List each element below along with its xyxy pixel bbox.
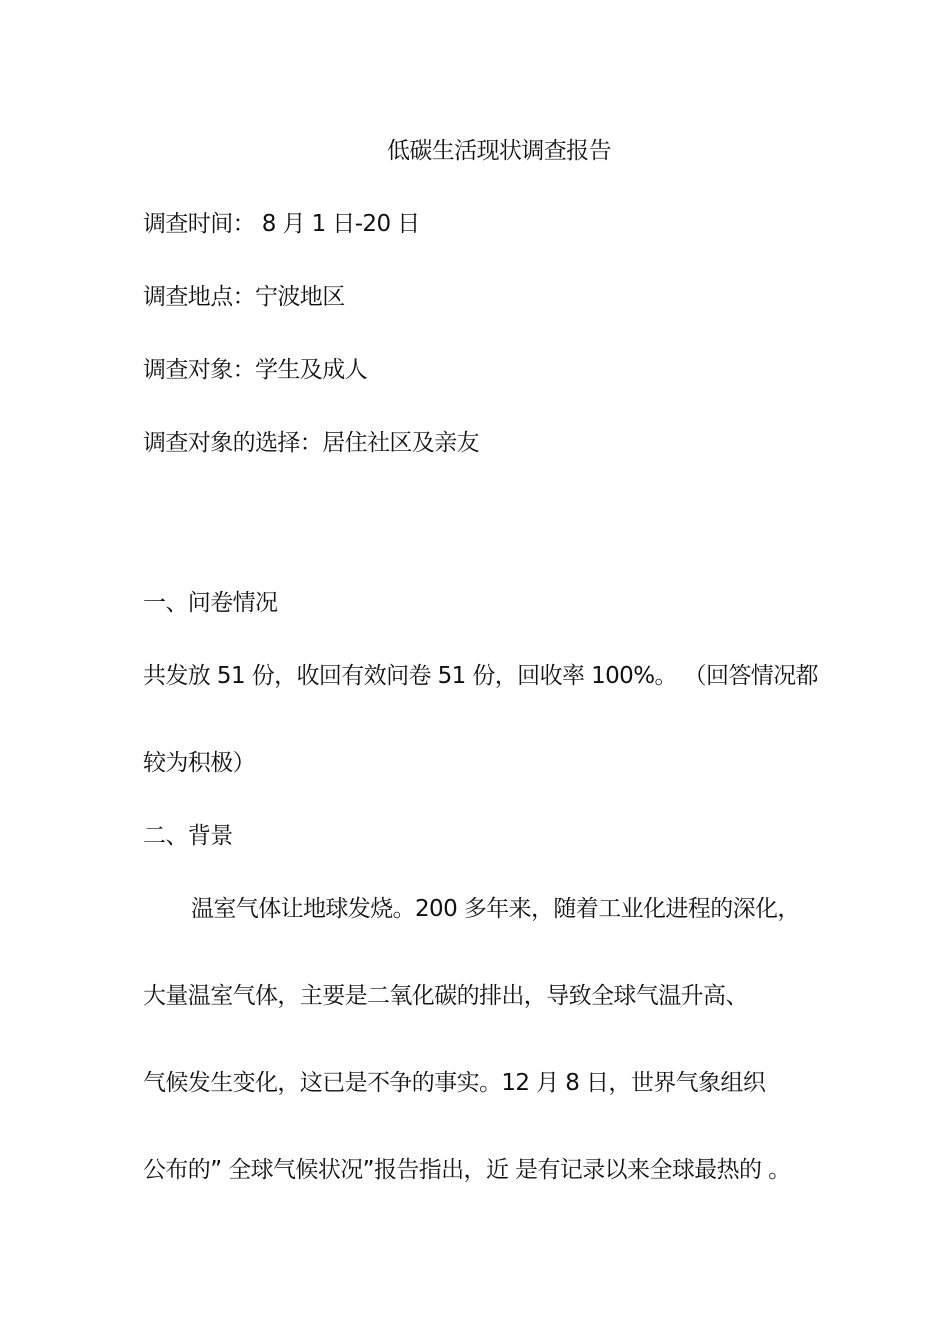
section1-paragraph-line2: 较为积极） <box>143 750 256 776</box>
section2-paragraph-line1: 温室气体让地球发烧。200 多年来，随着工业化进程的深化， <box>191 896 800 922</box>
survey-selection: 调查对象的选择：居住社区及亲友 <box>143 430 480 456</box>
section1-paragraph-line1: 共发放 51 份，收回有效问卷 51 份，回收率 100%。 （回答情况都 <box>143 663 818 689</box>
section2-paragraph-line3: 气候发生变化，这已是不争的事实。12 月 8 日，世界气象组织 <box>143 1070 766 1096</box>
survey-place: 调查地点：宁波地区 <box>143 284 345 310</box>
section2-paragraph-line4: 公布的” 全球气候状况”报告指出，近 是有记录以来全球最热的 。 <box>143 1157 791 1183</box>
section2-paragraph-line2: 大量温室气体，主要是二氧化碳的排出，导致全球气温升高、 <box>143 983 748 1009</box>
section1-heading: 一、问卷情况 <box>143 590 278 616</box>
survey-time: 调查时间： 8 月 1 日-20 日 <box>143 211 420 237</box>
section2-heading: 二、背景 <box>143 823 233 849</box>
survey-subject: 调查对象：学生及成人 <box>143 357 368 383</box>
report-title: 低碳生活现状调查报告 <box>386 138 611 164</box>
